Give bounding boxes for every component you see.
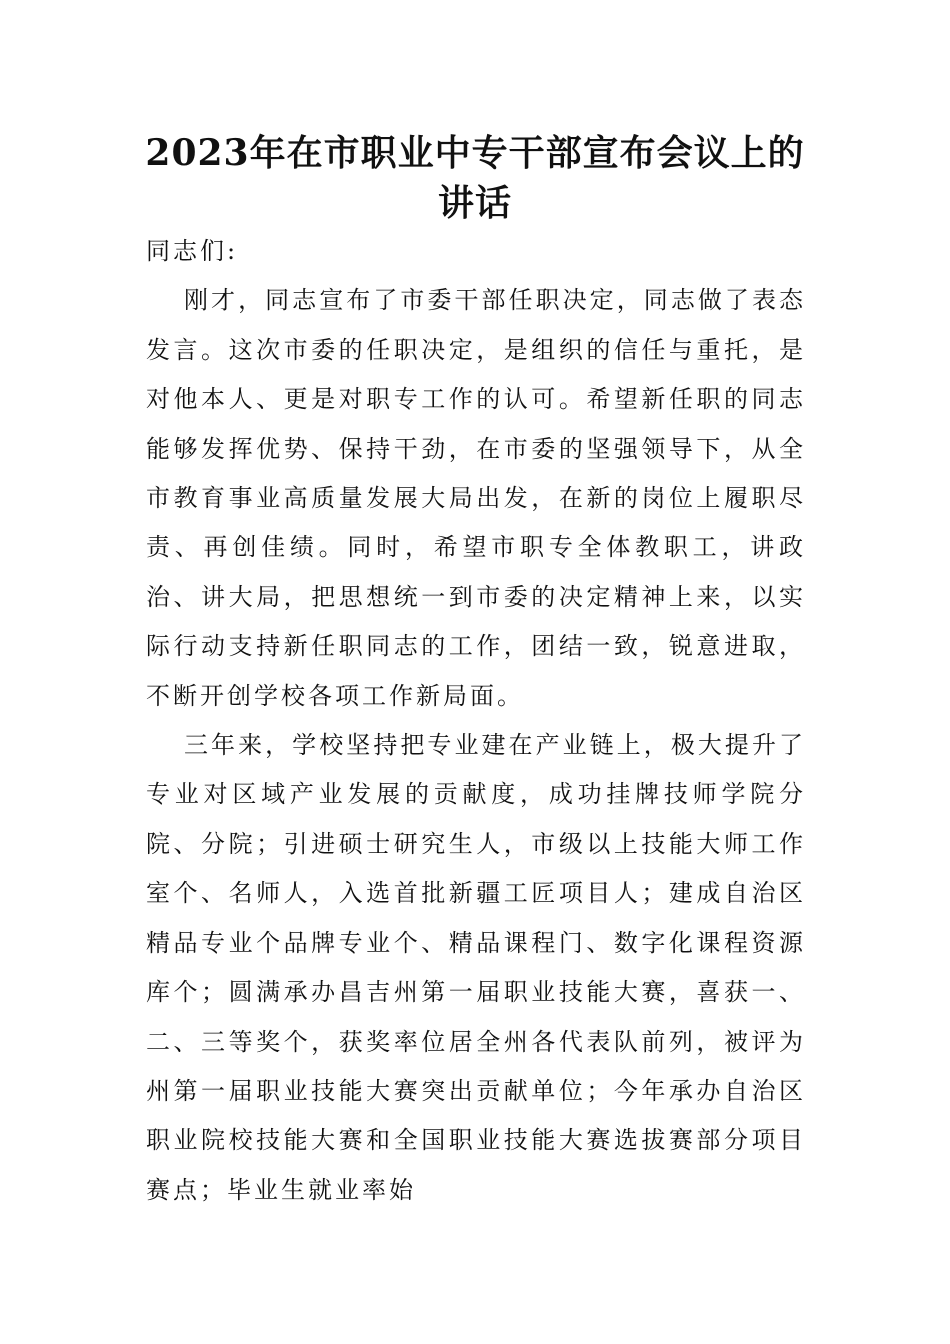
paragraph-2: 三年来，学校坚持把专业建在产业链上，极大提升了专业对区域产业发展的贡献度，成功挂牌技师学院分院、分院；引进硕士研究生人，市级以上技能大师工作室个、名师人，入选首批新疆工匠项目人；建成自治区精品专业个品牌专业个、精品课程门、数字化课程资源库个；圆满承办昌吉州第一届职业技能大赛，喜获一、二、三等奖个，获奖率位居全州各代表队前列，被评为州第一届职业技能大赛突出贡献单位；今年承办自治区职业院校技能大赛和全国职业技能大赛选拔赛部分项目赛点；毕业生就业率始 [146,731,806,1204]
salutation: 同志们: [146,237,239,265]
document-body [146,227,806,1215]
paragraph-1: 刚才，同志宣布了市委干部任职决定，同志做了表态发言。这次市委的任职决定，是组织的信任与重托，是对他本人、更是对职专工作的认可。希望新任职的同志能够发挥优势、保持干劲，在市委的坚强领导下，从全市教育事业高质量发展大局出发，在新的岗位上履职尽责、再创佳绩。同时，希望市职专全体教职工，讲政治、讲大局，把思想统一到市委的决定精神上来，以实际行动支持新任职同志的工作，团结一致，锐意进取，不断开创学校各项工作新局面。 [146,286,806,710]
document-title: 2023年在市职业中专干部宣布会议上的讲话 [145,132,805,224]
